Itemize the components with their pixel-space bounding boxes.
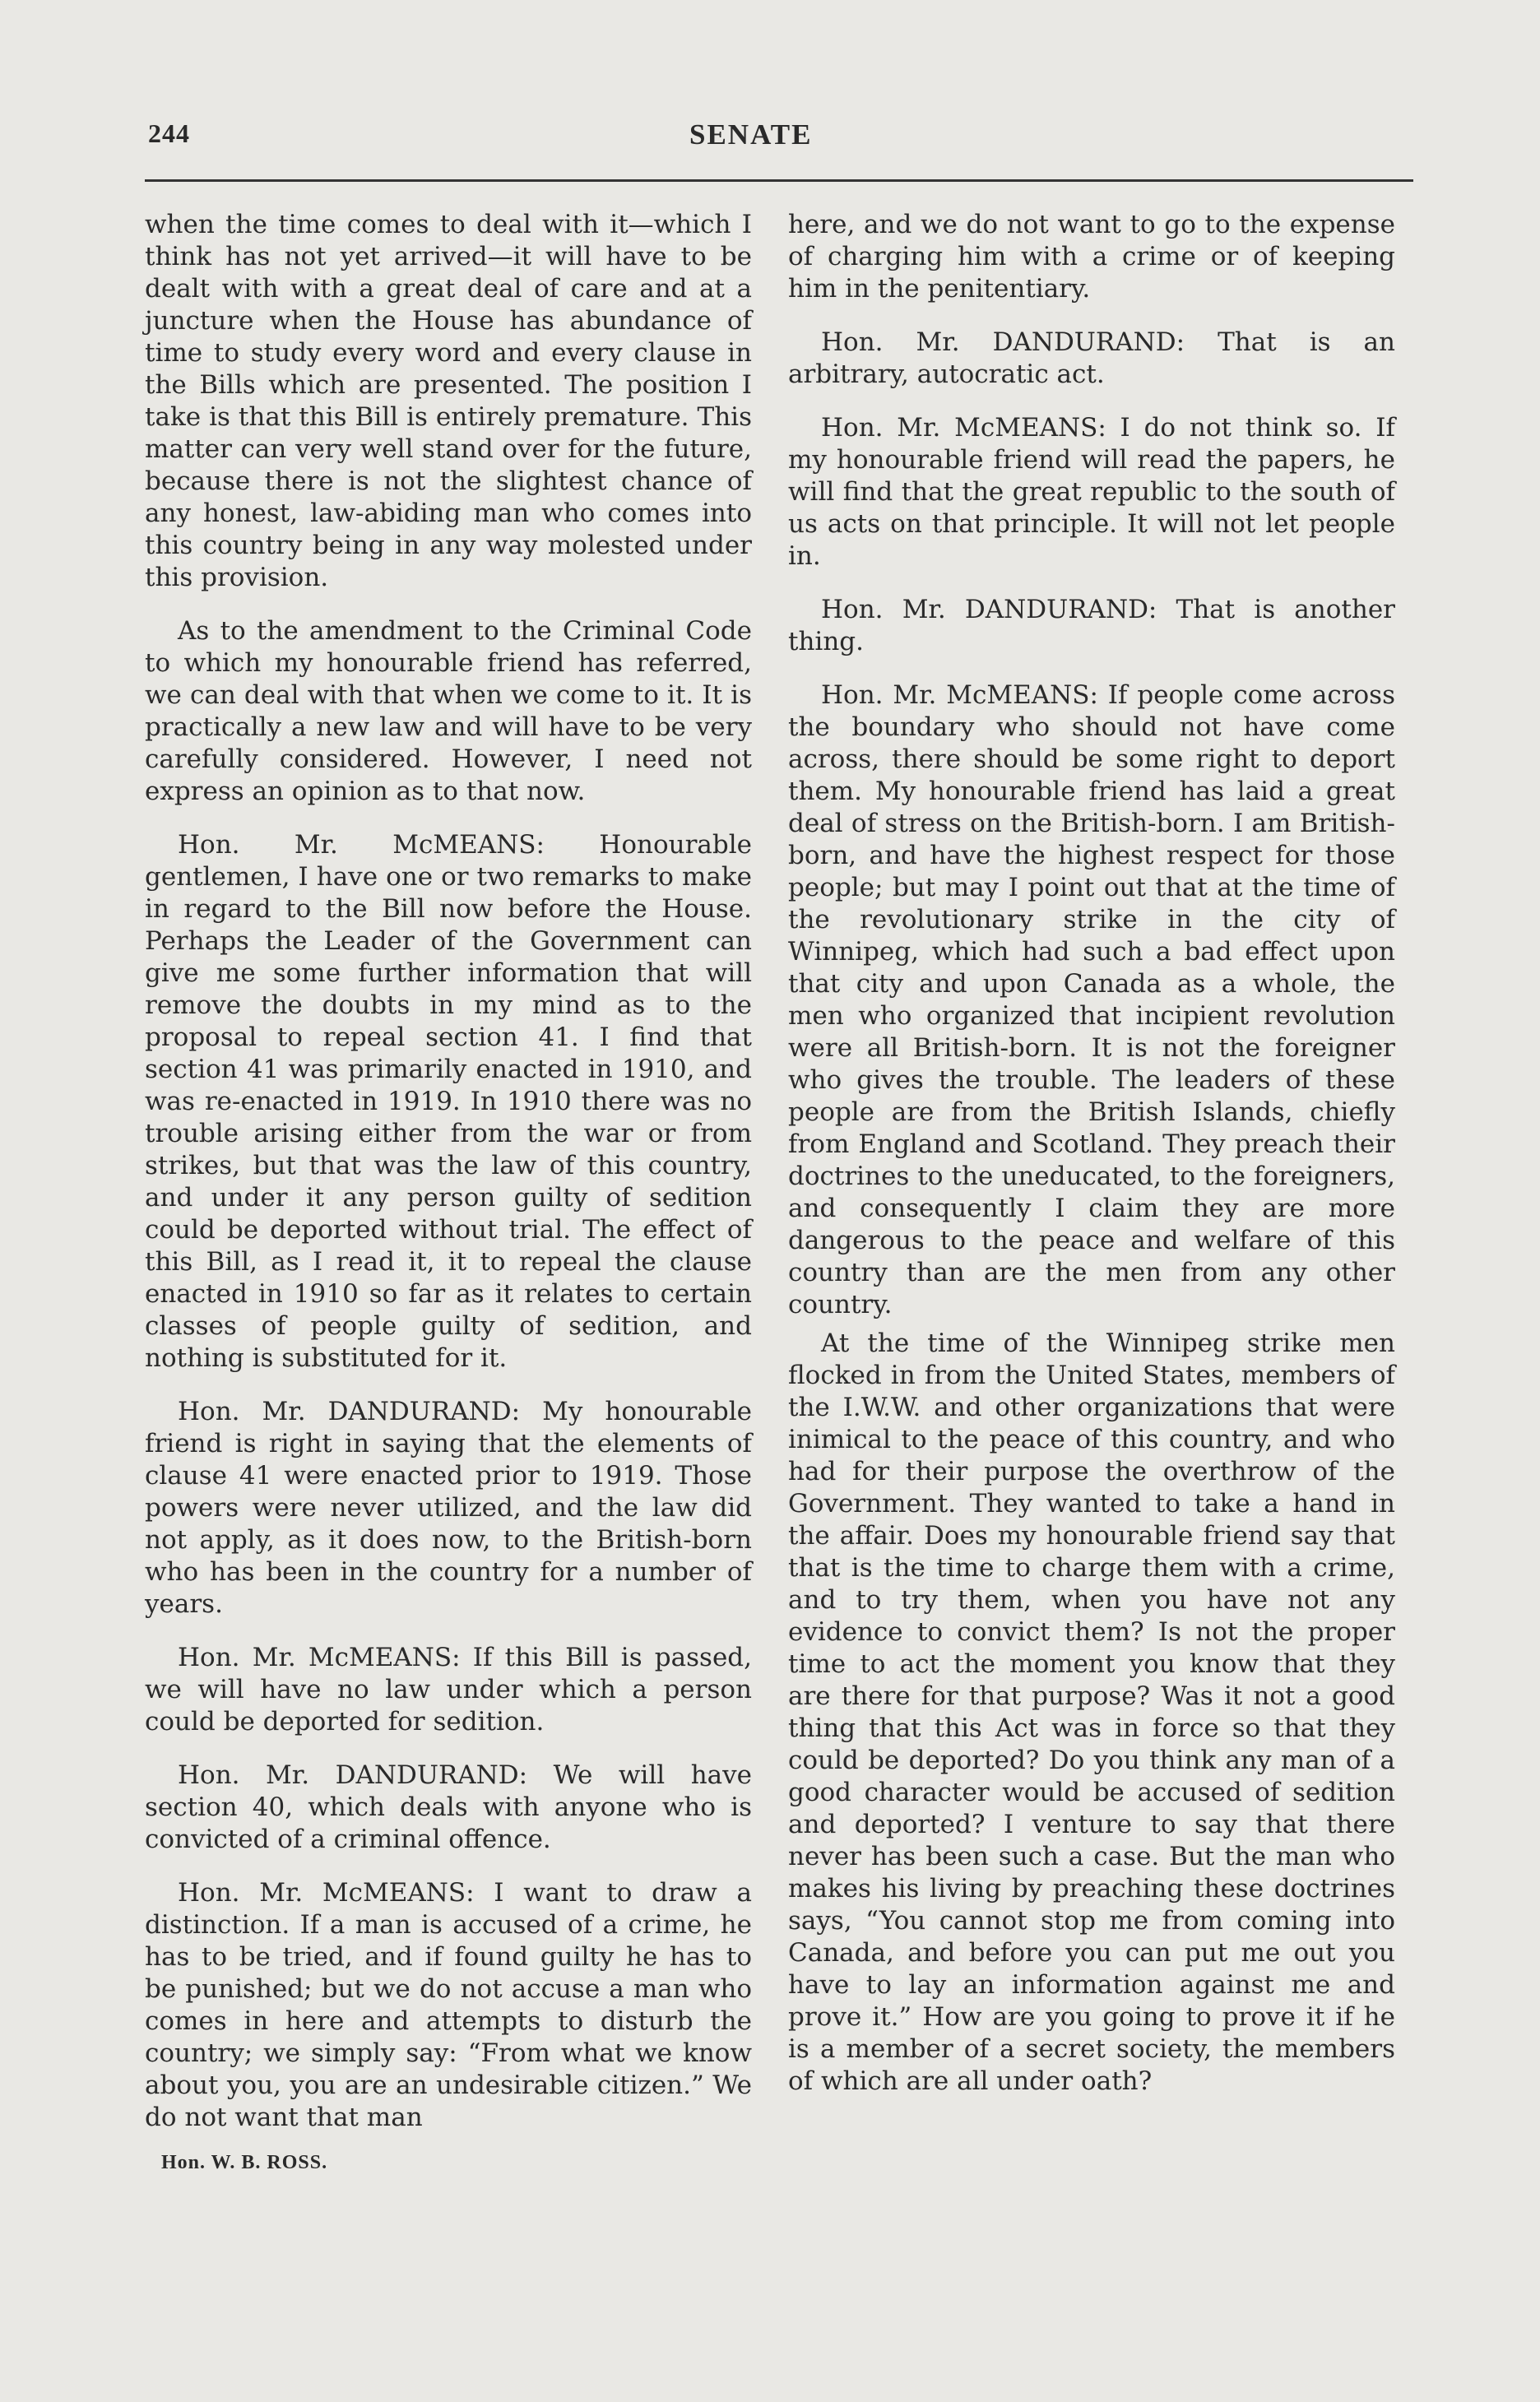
speech-paragraph: Hon. Mr. McMEANS: I do not think so. If my honourable friend will read the papers, he will find that the great republic to the south of us acts on that principle. It will not let people in. xyxy=(788,413,1395,571)
page-number: 244 xyxy=(148,118,190,148)
speech-paragraph: Hon. Mr. DANDURAND: That is another thing. xyxy=(788,595,1395,656)
header-rule xyxy=(145,179,1413,182)
paragraph: As to the amendment to the Criminal Code to which my honourable friend has referred, we can deal with that when we come to it. It is practically a new law and will have to be very carefully considered. However, I need not express an opinion as to that now. xyxy=(145,616,752,806)
speech-paragraph: Hon. Mr. DANDURAND: My honourable friend is right in saying that the elements of clause 41 were enacted prior to 1919. Those powers were never utilized, and the law did not apply, as it does now, to the British-born who has been in the country for a number of years. xyxy=(145,1397,752,1619)
speech-paragraph: Hon. Mr. McMEANS: If people come across the boundary who should not have come across, there should be some right to deport them. My honourable friend has laid a great deal of stress on the British-born. I am British-born, and have the highest respect for those people; but may I point out that at the time of the revolutionary strike in the city of Winnipeg, which had such a bad effect upon that city and upon Canada as a whole, the men who organized that incipient revolution were all British-born. It is not the foreigner who gives the trouble. The leaders of these people are from the British Islands, chiefly from England and Scotland. They preach their doctrines to the uneducated, to the foreigners, and consequently I claim they are more dangerous to the peace and welfare of this country than are the men from any other country. xyxy=(788,680,1395,1319)
speech-paragraph: Hon. Mr. DANDURAND: We will have section 40, which deals with anyone who is convicted of a criminal offence. xyxy=(145,1760,752,1854)
paragraph: At the time of the Winnipeg strike men flocked in from the United States, members of the I.W.W. and other organizations that were inimical to the peace of this country, and who had for their purpose the overthrow of the Government. They wanted to take a hand in the affair. Does my honourable friend say that that is the time to charge them with a crime, and to try them, when you have not any evidence to convict them? Is not the proper time to act the moment you know that they are there for that purpose? Was it not a good thing that this Act was in force so that they could be deported? Do you think any man of a good character would be accused of sedition and deported? I venture to say that there never has been such a case. But the man who makes his living by preaching these doctrines says, “You cannot stop me from coming into Canada, and before you can put me out you have to lay an information against me and prove it.” How are you going to prove it if he is a member of a secret society, the members of which are all under oath? xyxy=(788,1329,1395,2096)
paragraph: when the time comes to deal with it—which I think has not yet arrived—it will have to be dealt with with a great deal of care and at a juncture when the House has abundance of time to study every word and every clause in the Bills which are presented. The position I take is that this Bill is entirely premature. This matter can very well stand over for the future, because there is not the slightest chance of any honest, law-abiding man who comes into this country being in any way molested under this provision. xyxy=(145,210,752,592)
footer-credit: Hon. W. B. ROSS. xyxy=(161,2152,328,2173)
paragraph: here, and we do not want to go to the expense of charging him with a crime or of keeping him in the penitentiary. xyxy=(788,210,1395,304)
speech-paragraph: Hon. Mr. McMEANS: I want to draw a distinction. If a man is accused of a crime, he has to be tried, and if found guilty he has to be punished; but we do not accuse a man who comes in here and attempts to disturb the country; we simply say: “From what we know about you, you are an undesirable citizen.” We do not want that man xyxy=(145,1878,752,2132)
speech-paragraph: Hon. Mr. McMEANS: Honourable gentlemen, I have one or two remarks to make in regard to the Bill now before the House. Perhaps the Leader of the Government can give me some further information that will remove the doubts in my mind as to the proposal to repeal section 41. I find that section 41 was primarily enacted in 1910, and was re-enacted in 1919. In 1910 there was no trouble arising either from the war or from strikes, but that was the law of this country, and under it any person guilty of sedition could be deported without trial. The effect of this Bill, as I read it, it to repeal the clause enacted in 1910 so far as it relates to certain classes of people guilty of sedition, and nothing is substituted for it. xyxy=(145,830,752,1373)
left-column xyxy=(145,209,752,2140)
right-column xyxy=(788,209,1395,2104)
running-head: SENATE xyxy=(689,118,813,151)
speech-paragraph: Hon. Mr. DANDURAND: That is an arbitrary, autocratic act. xyxy=(788,327,1395,389)
speech-paragraph: Hon. Mr. McMEANS: If this Bill is passed, we will have no law under which a person could be deported for sedition. xyxy=(145,1643,752,1737)
